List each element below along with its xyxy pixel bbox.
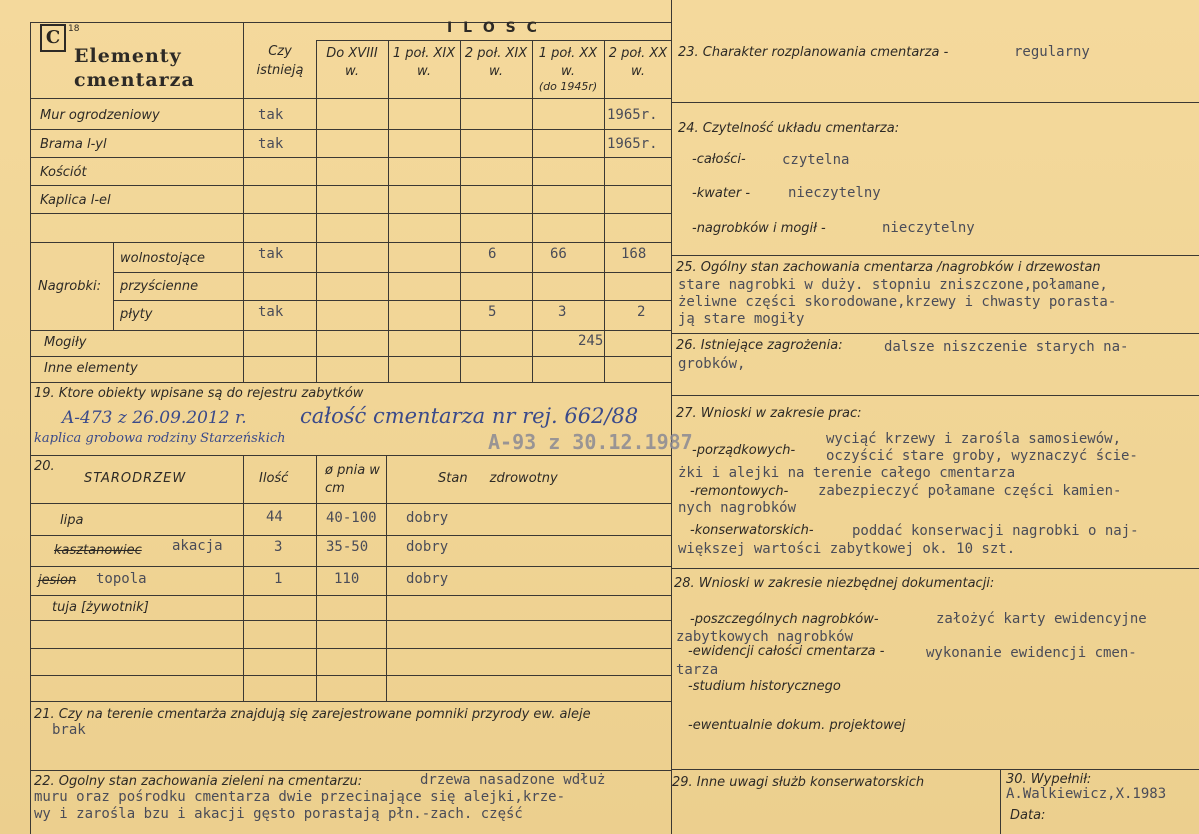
rule (671, 255, 1199, 256)
s25-line: ją stare mogiły (678, 311, 805, 327)
period-value: 3 (558, 304, 567, 320)
rule (113, 242, 114, 330)
s28-sub-label: -ewentualnie dokum. projektowej (688, 718, 906, 733)
rule (316, 455, 317, 701)
rule (30, 770, 671, 771)
rule (243, 455, 244, 701)
s20-col-count: Ilość (259, 471, 289, 486)
s28-line: założyć karty ewidencyjne (936, 611, 1147, 627)
rule (30, 157, 671, 158)
rule (671, 333, 1199, 334)
period-value: 66 (550, 246, 567, 262)
s19-handwritten-entry: kaplica grobowa rodziny Starzeńskich (34, 431, 286, 446)
period-value: 6 (488, 246, 497, 262)
rule (30, 213, 671, 214)
s28-line: tarza (676, 662, 719, 678)
s19-stamp: A-93 z 30.12.1987 (488, 430, 693, 454)
rule (30, 185, 671, 186)
s27-line: oczyścić stare groby, wyznaczyć ście- (826, 448, 1138, 464)
period-value: 5 (488, 304, 497, 320)
s24-item-value: nieczytelny (788, 185, 881, 201)
rule (30, 535, 671, 536)
mogily-value: 245 (578, 333, 604, 349)
s28-sub-label: -poszczególnych nagrobków- (690, 612, 879, 627)
rule (30, 648, 671, 649)
s24-item-value: nieczytelny (882, 220, 975, 236)
rule (113, 272, 671, 273)
s26-label: 26. Istniejące zagrożenia: (676, 338, 843, 353)
s24-label: 24. Czytelność układu cmentarza: (678, 121, 900, 136)
s27-line: większej wartości zabytkowej ok. 10 szt. (678, 541, 1016, 557)
rule (30, 503, 671, 504)
s27-line: nych nagrobków (678, 500, 797, 516)
rule (30, 382, 671, 383)
section-number: 18 (68, 24, 80, 34)
s23-value: regularny (1014, 44, 1090, 60)
s22-label: 22. Ogolny stan zachowania zieleni na cmentarzu: (34, 774, 363, 789)
tree-diam: 40-100 (326, 510, 377, 526)
rule (30, 675, 671, 676)
rule (30, 455, 671, 456)
s19-handwritten-entry: A-473 z 26.09.2012 r. (62, 408, 247, 428)
s28-sub-label: -ewidencji całości cmentarza - (688, 644, 885, 659)
s19-label: 19. Ktore obiekty wpisane są do rejestru zabytków (34, 386, 364, 401)
s27-line: poddać konserwacji nagrobki o naj- (852, 523, 1139, 539)
title-line2: cmentarza (74, 69, 195, 91)
title-line1: Elementy (74, 45, 182, 67)
row-label: Brama l-yl (40, 137, 107, 152)
period-4: 1 poł. XX w. (538, 46, 598, 79)
s25-line: żeliwne części skorodowane,krzewy i chwasty porasta- (678, 294, 1117, 310)
rule (30, 595, 671, 596)
s27-line: zabezpieczyć połamane części kamien- (818, 483, 1122, 499)
s24-item-label: -nagrobków i mogił - (692, 221, 826, 236)
rule (30, 22, 31, 834)
tree-health: dobry (406, 539, 449, 555)
rule (30, 22, 671, 23)
section-letter-box: C (40, 24, 66, 52)
ilosc-header: I L O S C (447, 20, 540, 36)
period-value: 168 (621, 246, 647, 262)
rule (243, 22, 244, 382)
rule (30, 330, 671, 331)
rule (113, 300, 671, 301)
rule (30, 701, 671, 702)
period-value: 1965r. (607, 107, 658, 123)
rule (1000, 769, 1001, 834)
rule (30, 242, 671, 243)
tree-name: tuja [żywotnik] (52, 600, 149, 615)
s20-col-tree: STARODRZEW (84, 471, 187, 486)
s28-label: 28. Wnioski w zakresie niezbędnej dokumentacji: (674, 576, 995, 591)
rule (316, 40, 671, 41)
tree-count: 3 (274, 539, 283, 555)
rule (30, 356, 671, 357)
s19-handwritten-entry: całość cmentarza nr rej. 662/88 (300, 404, 639, 428)
s25-line: stare nagrobki w duży. stopniu zniszczone,połamane, (678, 277, 1108, 293)
exists-value: tak (258, 304, 284, 320)
s22-line: drzewa nasadzone wdłuż (420, 772, 606, 788)
row-label: Kościót (40, 165, 87, 180)
s24-item-value: czytelna (782, 152, 850, 168)
exists-value: tak (258, 107, 284, 123)
rule (671, 102, 1199, 103)
s30-label: 30. Wypełnił: (1006, 772, 1092, 787)
rule (30, 129, 671, 130)
col-exists-header: Czy istnieją (256, 44, 304, 78)
rule (30, 620, 671, 621)
mogily-label: Mogiły (44, 335, 87, 350)
rule (671, 395, 1199, 396)
row-label: wolnostojące (120, 251, 205, 266)
period-1: Do XVIII w. (326, 46, 378, 79)
tree-name-struck: kasztanowiec (54, 543, 142, 558)
rule (671, 0, 672, 834)
s21-label: 21. Czy na terenie cmentarża znajdują się zarejestrowane pomniki przyrody ew. aleje (34, 707, 591, 722)
s27-line: żki i alejki na terenie całego cmentarza (678, 465, 1016, 481)
s27-line: wyciąć krzewy i zarośla samosiewów, (826, 431, 1122, 447)
s27-sub-label: -konserwatorskich- (690, 523, 814, 538)
tree-count: 1 (274, 571, 283, 587)
s21-value: brak (52, 722, 86, 738)
inne-label: Inne elementy (44, 361, 138, 376)
s20-col-diam: ø pnia w cm (325, 463, 380, 496)
tree-health: dobry (406, 571, 449, 587)
period-3: 2 poł. XIX w. (464, 46, 528, 79)
s30-date-label: Data: (1010, 808, 1046, 823)
s28-line: zabytkowych nagrobków (676, 629, 854, 645)
s28-sub-label: -studium historycznego (688, 679, 841, 694)
nagrobki-label: Nagrobki: (38, 279, 102, 294)
tree-health: dobry (406, 510, 449, 526)
rule (30, 566, 671, 567)
s22-line: wy i zarośla bzu i akacji gęsto porastają płn.-zach. część (34, 806, 523, 822)
exists-value: tak (258, 246, 284, 262)
s27-label: 27. Wnioski w zakresie prac: (676, 406, 862, 421)
rule (386, 455, 387, 701)
s30-value: A.Walkiewicz,X.1983 (1006, 786, 1167, 802)
tree-name-struck: jesion (38, 573, 77, 588)
rule (30, 98, 671, 99)
row-label: płyty (120, 307, 153, 322)
s24-item-label: -całości- (692, 152, 746, 167)
tree-diam: 110 (334, 571, 360, 587)
tree-name: lipa (60, 513, 84, 528)
s20-number: 20. (34, 459, 55, 474)
s25-label: 25. Ogólny stan zachowania cmentarza /nagrobków i drzewostan (676, 260, 1101, 275)
s23-label: 23. Charakter rozplanowania cmentarza - (678, 45, 949, 60)
s26-line: grobków, (678, 356, 746, 372)
period-5: 2 poł. XX w. (608, 46, 668, 79)
tree-diam: 35-50 (326, 539, 369, 555)
period-2: 1 poł. XIX w. (392, 46, 456, 79)
tree-count: 44 (266, 509, 283, 525)
s28-line: wykonanie ewidencji cmen- (926, 645, 1137, 661)
row-label: Mur ogrodzeniowy (40, 108, 160, 123)
exists-value: tak (258, 136, 284, 152)
tree-name: akacja (172, 538, 223, 554)
period-value: 2 (637, 304, 646, 320)
period-note: (do 1945r) (538, 80, 598, 93)
tree-name: topola (96, 571, 147, 587)
row-label: Kaplica l-el (40, 193, 111, 208)
s26-line: dalsze niszczenie starych na- (884, 339, 1129, 355)
s27-sub-label: -porządkowych- (692, 443, 796, 458)
s22-line: muru oraz pośrodku cmentarza dwie przecinające się alejki,krze- (34, 789, 566, 805)
period-value: 1965r. (607, 136, 658, 152)
s20-col-health: Stan zdrowotny (438, 471, 558, 486)
row-label: przyścienne (120, 279, 199, 294)
s29-label: 29. Inne uwagi służb konserwatorskich (672, 775, 925, 790)
s27-sub-label: -remontowych- (690, 484, 789, 499)
rule (671, 769, 1199, 770)
rule (671, 568, 1199, 569)
s24-item-label: -kwater - (692, 186, 751, 201)
